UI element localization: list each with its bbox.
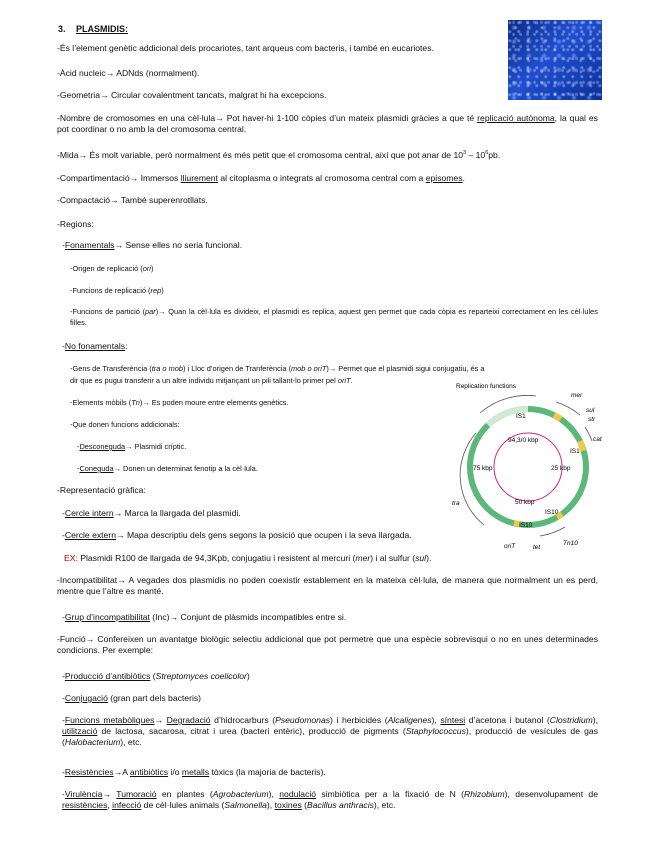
paren: ( [150,671,156,681]
toxins-term: toxines [274,800,302,810]
incompatibility-group-term: Grup d’incompatibilitat [64,612,150,622]
colon: : [125,341,128,351]
tet-label: tet [533,544,541,551]
virulence-term: Virulència [64,789,103,799]
tra-text-2: ) i Lloc d’origen de Tranferència ( [182,364,292,373]
vir-text-end: ), etc. [373,800,396,810]
fundamental-desc: → Sense elles no seria funcional. [114,240,243,250]
is1-top-marker [554,415,561,419]
known-line [77,463,258,474]
section-number: 3. [58,24,66,34]
ori-text: -Origen de replicació ( [70,264,143,273]
tn-line [70,397,289,408]
vir-text: simbiòtica per a la fixació de N ( [316,789,465,799]
met-text: ) i herbicides ( [330,715,388,725]
size-exp-2: 6 [485,150,489,157]
compartment-text-2: al citoplasma o integrats al cromosoma central com a [217,173,426,183]
metals-term: metalls [181,767,210,777]
met-text-end: ), etc. [120,737,142,747]
plasmid-r100-map [440,375,615,555]
dash: - [77,442,80,451]
fundamental-line [62,240,242,251]
arrow: → [102,789,117,799]
ori-end: ) [150,264,154,273]
resistance-dev-term: resistències [62,800,108,810]
antibiotics-term: Producció d’antibiòtics [64,671,151,681]
mer-gene: mer [355,553,371,563]
resistance-line [62,767,326,778]
known-term: Coneguda [79,464,114,473]
outer-circle-line [62,530,412,541]
vir-text: de cèl·lules animals ( [141,800,225,810]
streptomyces-species: Streptomyces coelicolor [155,671,247,681]
tumor-term: Tumoració [116,789,157,799]
dash: - [62,530,65,540]
replication-functions-label: Replication functions [456,383,516,390]
str-label: str [588,416,596,423]
arrow: → [154,715,167,725]
is1-right-marker [580,441,583,451]
tn10-label: Tn10 [563,540,578,547]
sul-arc [585,427,592,441]
oriT-label: oriT [504,543,516,550]
incompatibility-group-line [62,612,346,623]
met-text: d’hidrocarburs ( [210,715,276,725]
ori-line [70,263,153,274]
salmonella-species: Salmonella [224,800,267,810]
rep-gene: rep [150,286,162,295]
copy-number-paragraph [57,113,598,135]
conjugation-desc: (gran part dels bacteris) [107,693,202,703]
comma: , [107,800,113,810]
rhizobium-species: Rhizobium [464,789,505,799]
tn-text: -Elements mòbils ( [70,398,132,407]
size-exp-1: 3 [463,150,467,157]
representation-title: -Representació gràfica: [57,485,146,495]
ori-gene: ori [142,264,151,273]
degradation-term: Degradació [166,715,211,725]
unknown-term: Desconeguda [79,442,126,451]
rep-end: ) [161,286,164,295]
dash: - [62,671,65,681]
utilization-term: utilització [62,726,98,736]
known-desc: → Donen un determinat fenotip a la cèl·lula. [113,464,258,473]
tra-line-1 [70,363,485,374]
fundamental-term: Fonamentals [64,240,115,250]
inner-circle-line [62,508,241,519]
is10-bottom-label: IS10 [519,522,533,529]
rep-line [70,285,164,296]
dash: - [62,612,65,622]
par-gene: par [145,307,156,316]
inner-circle-desc: → Marca la llargada del plasmidi. [113,508,241,518]
res-text-end: tòxics (la majoria de bacteris). [209,767,326,777]
mer-arc [556,402,580,415]
outer-circle-desc: → Mapa descriptiu dels gens segons la posició que ocupen i la seva llargada. [115,530,412,540]
met-text: de lactosa, sacarosa, citrat i urea (bacteri entèric), producció de pigments ( [97,726,406,736]
dash: - [62,508,65,518]
halobacterium-species: Halobacterium [64,737,121,747]
pseudomonas-species: Pseudomonas [275,715,331,725]
incompatibility-paragraph: -Incompatibilitat→ A vegades dos plasmidis no poden coexistir establement en la mateixa cèl·lula, de manera que normalment un es perd, mentre que l’altre es manté. [57,575,598,596]
tn-gene: Tn [131,398,140,407]
synthesis-term: síntesi [440,715,466,725]
example-end: ). [426,553,432,563]
center-right-label: 25 kbp [551,465,571,472]
infection-term: infecció [112,800,142,810]
dash: - [62,715,65,725]
antibiotics-resistance-term: antibiòtics [129,767,169,777]
is1-right-label: IS1 [570,448,580,455]
nodulation-term: nodulació [279,789,317,799]
compartment-text: -Compartimentació→ Immersos [57,173,181,183]
alcaligenes-species: Alcaligenes [387,715,432,725]
met-text: ), producció de vesícules de gas ( [62,726,598,747]
par-paragraph [70,306,598,328]
example-text: Plasmidi R100 de llargada de 94,3Kpb, conjugatiu i resistent al mercuri ( [77,553,356,563]
clostridium-species: Clostridium [549,715,593,725]
conjugation-line [62,693,201,704]
size-unit: pb. [488,150,501,160]
section-heading [58,24,128,35]
is1-top-label: IS1 [516,413,526,420]
tra-text: -Gens de Transferència ( [70,364,152,373]
episomes-term: episomes [425,173,463,183]
metabolic-paragraph [62,715,598,748]
met-text: d’acetona i butanol ( [465,715,550,725]
is10-right-label: IS10 [545,509,559,516]
size-text-2: – 10 [466,150,486,160]
size-text: -Mida→ És molt variable, però normalment és més petit que el cromosoma central, així que pot anar de 10 [57,150,464,160]
met-text: ), [592,715,599,725]
tra-desc: )→ Permet que el plasmidi sigui conjugatiu, és a [326,364,485,373]
conjugation-term: Conjugació [64,693,108,703]
inner-circle-term: Cercle intern [64,508,114,518]
nucleic-acid-line: -Àcid nucleic→ ADNds (normalment). [57,68,200,78]
period: . [350,376,353,385]
mer-label: mer [571,392,583,399]
size-line [57,150,500,161]
res-text: i/o [168,767,182,777]
unknown-line [77,441,186,452]
dash: - [62,240,65,250]
compartment-end: . [462,173,465,183]
plasmid-micrograph [508,20,602,100]
section-title: PLASMIDIS: [76,24,129,34]
copy-number-text: -Nombre de cromosomes en una cèl·lula→ Pot haver-hi 1-100 còpies d’un mateix plasmidi gràcies a que té [57,113,478,123]
antibiotics-line [62,671,250,682]
copy-number-text-end: , la qual es pot coordinar o no amb la del cromosoma central. [57,113,598,134]
vir-text: ), [268,789,280,799]
tra-gene: tra o mob [151,364,183,373]
res-text: →A [113,767,130,777]
dash: - [62,341,65,351]
paren: ( [301,800,308,810]
metabolic-term: Funcions metabòliques [64,715,155,725]
outer-circle-term: Cercle extern [64,530,116,540]
additional-functions-line: -Que donen funcions addicionals: [70,420,180,429]
freely-term: lliurement [180,173,218,183]
sul-gene: sul [415,553,427,563]
center-left-label: 75 kbp [473,465,493,472]
vir-text: en plantes ( [156,789,213,799]
function-paragraph: -Funció→ Confereixen un avantatge biològic selectiu addicional que pot permetre que una espècie sobrevisqui o no en unes determinades condicions. Per exemple: [57,634,598,655]
sul-label: sul [586,407,595,414]
unknown-desc: → Plasmidi críptic. [125,442,187,451]
mob-gene: mob o oriT [291,364,327,373]
oriT-gene: oriT [337,376,351,385]
tra-label: tra [452,500,460,507]
non-fundamental-line [62,341,127,352]
regions-title: -Regions: [57,219,94,229]
resistance-term: Resistències [64,767,114,777]
rep-text: -Funcions de replicació ( [70,286,151,295]
example-line [64,553,431,564]
center-bottom-label: 50 kbp [515,499,535,506]
example-label: EX: [64,553,78,563]
tra-line-2 [70,375,353,386]
par-desc: )→ Quan la cèl·lula es divideix, el plasmidi es replica, aquest gen permet que cada còpia es reparteixi correctament en les cèl·lules filles. [70,307,598,327]
dash: - [62,789,65,799]
dash: - [77,464,80,473]
geometry-line: -Geometria→ Circular covalentment tancats, malgrat hi ha excepcions. [57,90,327,100]
cat-label: cat [593,436,602,443]
center-top-label: 94,3/0 kbp [508,437,539,444]
vir-text: ), [266,800,275,810]
tra-desc-2: dir que es pugui transferir a un altre individu mitjançant un pili tallant-lo primer pel [70,376,338,385]
compartment-line [57,173,465,184]
tn-desc: )→ Es poden moure entre elements genètics. [139,398,289,407]
compaction-line: -Compactació→ També superenrotllats. [57,195,208,205]
bacillus-species: Bacillus anthracis [307,800,374,810]
virulence-paragraph [62,789,598,811]
example-text-2: ) i al sulfur ( [370,553,416,563]
autonomous-replication-term: replicació autònoma [477,113,555,123]
dash: - [62,767,65,777]
tet-arc [540,527,565,536]
non-fundamental-term: No fonamentals [64,341,126,351]
met-text: ), [431,715,441,725]
par-text: -Funcions de partició ( [70,307,146,316]
vir-text: ), desenvolupament de [504,789,598,799]
paren: ) [246,671,250,681]
staphylococcus-species: Staphylococcus [405,726,466,736]
incompatibility-group-desc: (Inc)→ Conjunt de plàsmids incompatibles entre si. [149,612,347,622]
definition-line: -És l’element genètic addicional dels procariotes, tant arqueus com bacteris, i també en eucariotes. [57,43,434,53]
dash: - [62,693,65,703]
agrobacterium-species: Agrobacterium [212,789,269,799]
